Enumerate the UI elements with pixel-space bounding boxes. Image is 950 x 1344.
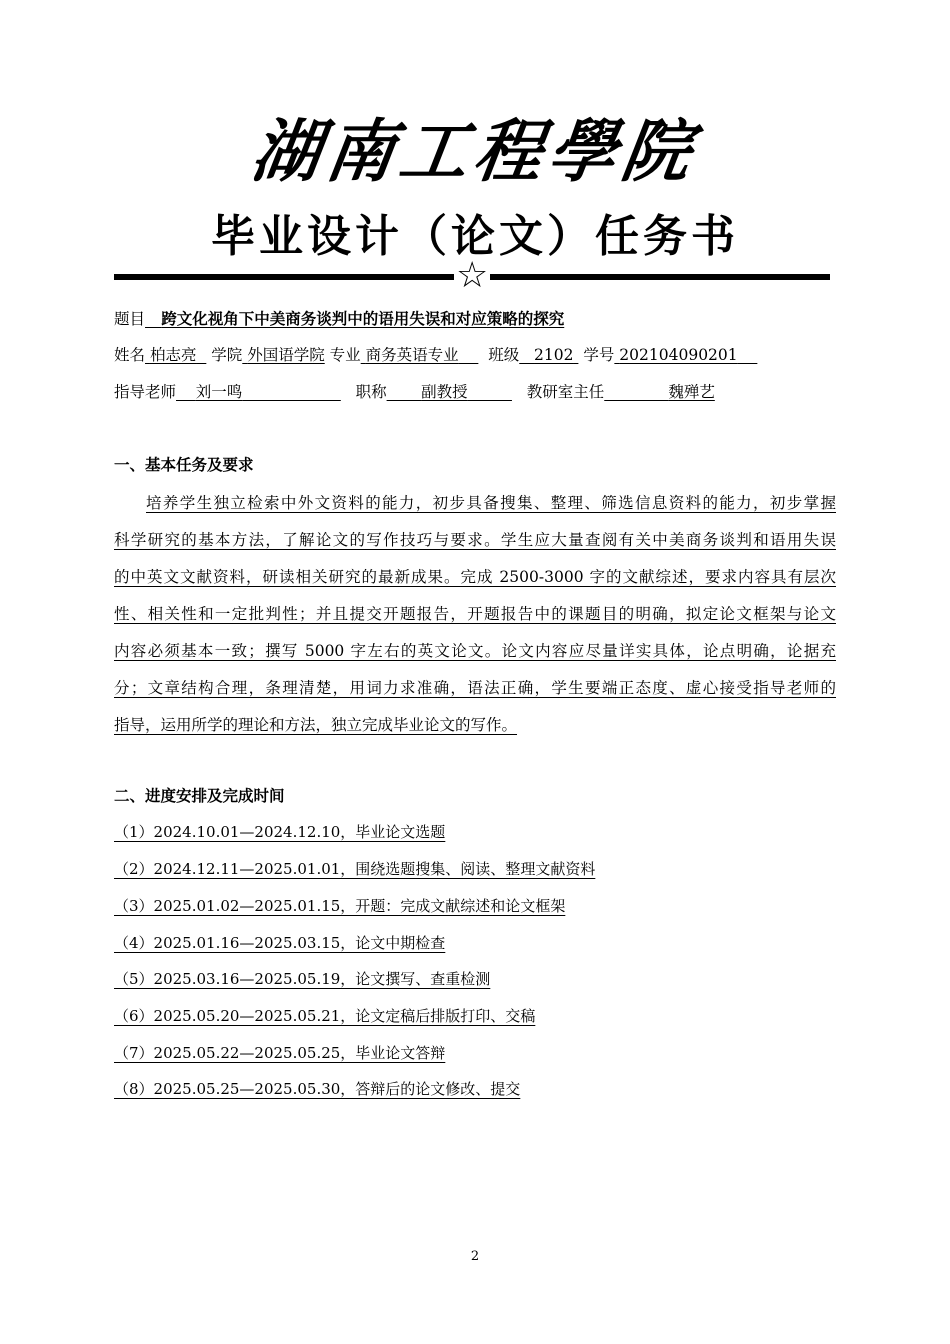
advisor-row <box>114 382 715 402</box>
section2-heading: 二、进度安排及完成时间 <box>114 787 285 805</box>
section1-heading: 一、基本任务及要求 <box>114 456 254 474</box>
topic-label: 题目 <box>114 310 146 328</box>
rank-label: 职称 <box>355 383 387 401</box>
section1-line: 培养学生独立检索中外文资料的能力，初步具备搜集、整理、筛选信息资料的能力，初步掌握 <box>146 494 836 512</box>
college-value: 外国语学院 <box>247 346 325 364</box>
section1-line: 分；文章结构合理，条理清楚，用词力求准确，语法正确，学生要端正态度、虚心接受指导老师的 <box>114 679 836 697</box>
rank-value: 副教授 <box>421 383 468 401</box>
name-value: 柏志亮 <box>149 346 197 364</box>
class-label: 班级 <box>488 346 520 364</box>
divider-left <box>114 274 454 280</box>
page-number: 2 <box>470 1249 480 1264</box>
schedule-item: （8）2025.05.25—2025.05.30，答辩后的论文修改、提交 <box>114 1080 521 1098</box>
schedule-item: （3）2025.01.02—2025.01.15，开题：完成文献综述和论文框架 <box>114 897 566 915</box>
schedule-item: （4）2025.01.16—2025.03.15，论文中期检查 <box>114 934 446 952</box>
star-icon: ☆ <box>456 255 489 296</box>
document-title: 毕业设计（论文）任务书 <box>211 211 739 262</box>
schedule-item: （7）2025.05.22—2025.05.25，毕业论文答辩 <box>114 1044 446 1062</box>
student-id-label: 学号 <box>583 346 615 364</box>
section1-line: 科学研究的基本方法，了解论文的写作技巧与要求。学生应大量查阅有关中美商务谈判和语用失误 <box>114 531 836 549</box>
major-label: 专业 <box>329 346 361 364</box>
section1-line: 指导，运用所学的理论和方法，独立完成毕业论文的写作。 <box>114 716 518 734</box>
divider-right <box>490 274 830 280</box>
advisor-value: 刘一鸣 <box>195 383 243 401</box>
director-value: 魏殚艺 <box>668 383 715 401</box>
topic-value: 跨文化视角下中美商务谈判中的语用失误和对应策略的探究 <box>161 310 565 328</box>
college-label: 学院 <box>211 346 243 364</box>
schedule-item: （2）2024.12.11—2025.01.01，围绕选题搜集、阅读、整理文献资料 <box>114 860 596 878</box>
section1-line: 内容必须基本一致；撰写 5000 字左右的英文论文。论文内容应尽量详实具体，论点明确，论据充 <box>114 642 836 660</box>
university-logo: 湖南工程學院 <box>246 112 702 192</box>
student-id-value: 202104090201 <box>619 346 738 364</box>
director-label: 教研室主任 <box>526 383 605 401</box>
topic-row <box>114 309 564 329</box>
schedule-item: （6）2025.05.20—2025.05.21，论文定稿后排版打印、交稿 <box>114 1007 536 1025</box>
class-value: 2102 <box>534 346 574 364</box>
student-info-row <box>114 345 757 365</box>
name-label: 姓名 <box>114 346 146 364</box>
schedule-item: （1）2024.10.01—2024.12.10，毕业论文选题 <box>114 823 446 841</box>
schedule-item: （5）2025.03.16—2025.05.19，论文撰写、查重检测 <box>114 970 491 988</box>
advisor-label: 指导老师 <box>114 383 177 401</box>
major-value: 商务英语专业 <box>365 346 459 364</box>
section1-line: 性、相关性和一定批判性；并且提交开题报告，开题报告中的课题目的明确，拟定论文框架与论文 <box>114 605 836 623</box>
section1-line: 的中英文文献资料，研读相关研究的最新成果。完成 2500-3000 字的文献综述，要求内容具有层次 <box>114 568 836 586</box>
